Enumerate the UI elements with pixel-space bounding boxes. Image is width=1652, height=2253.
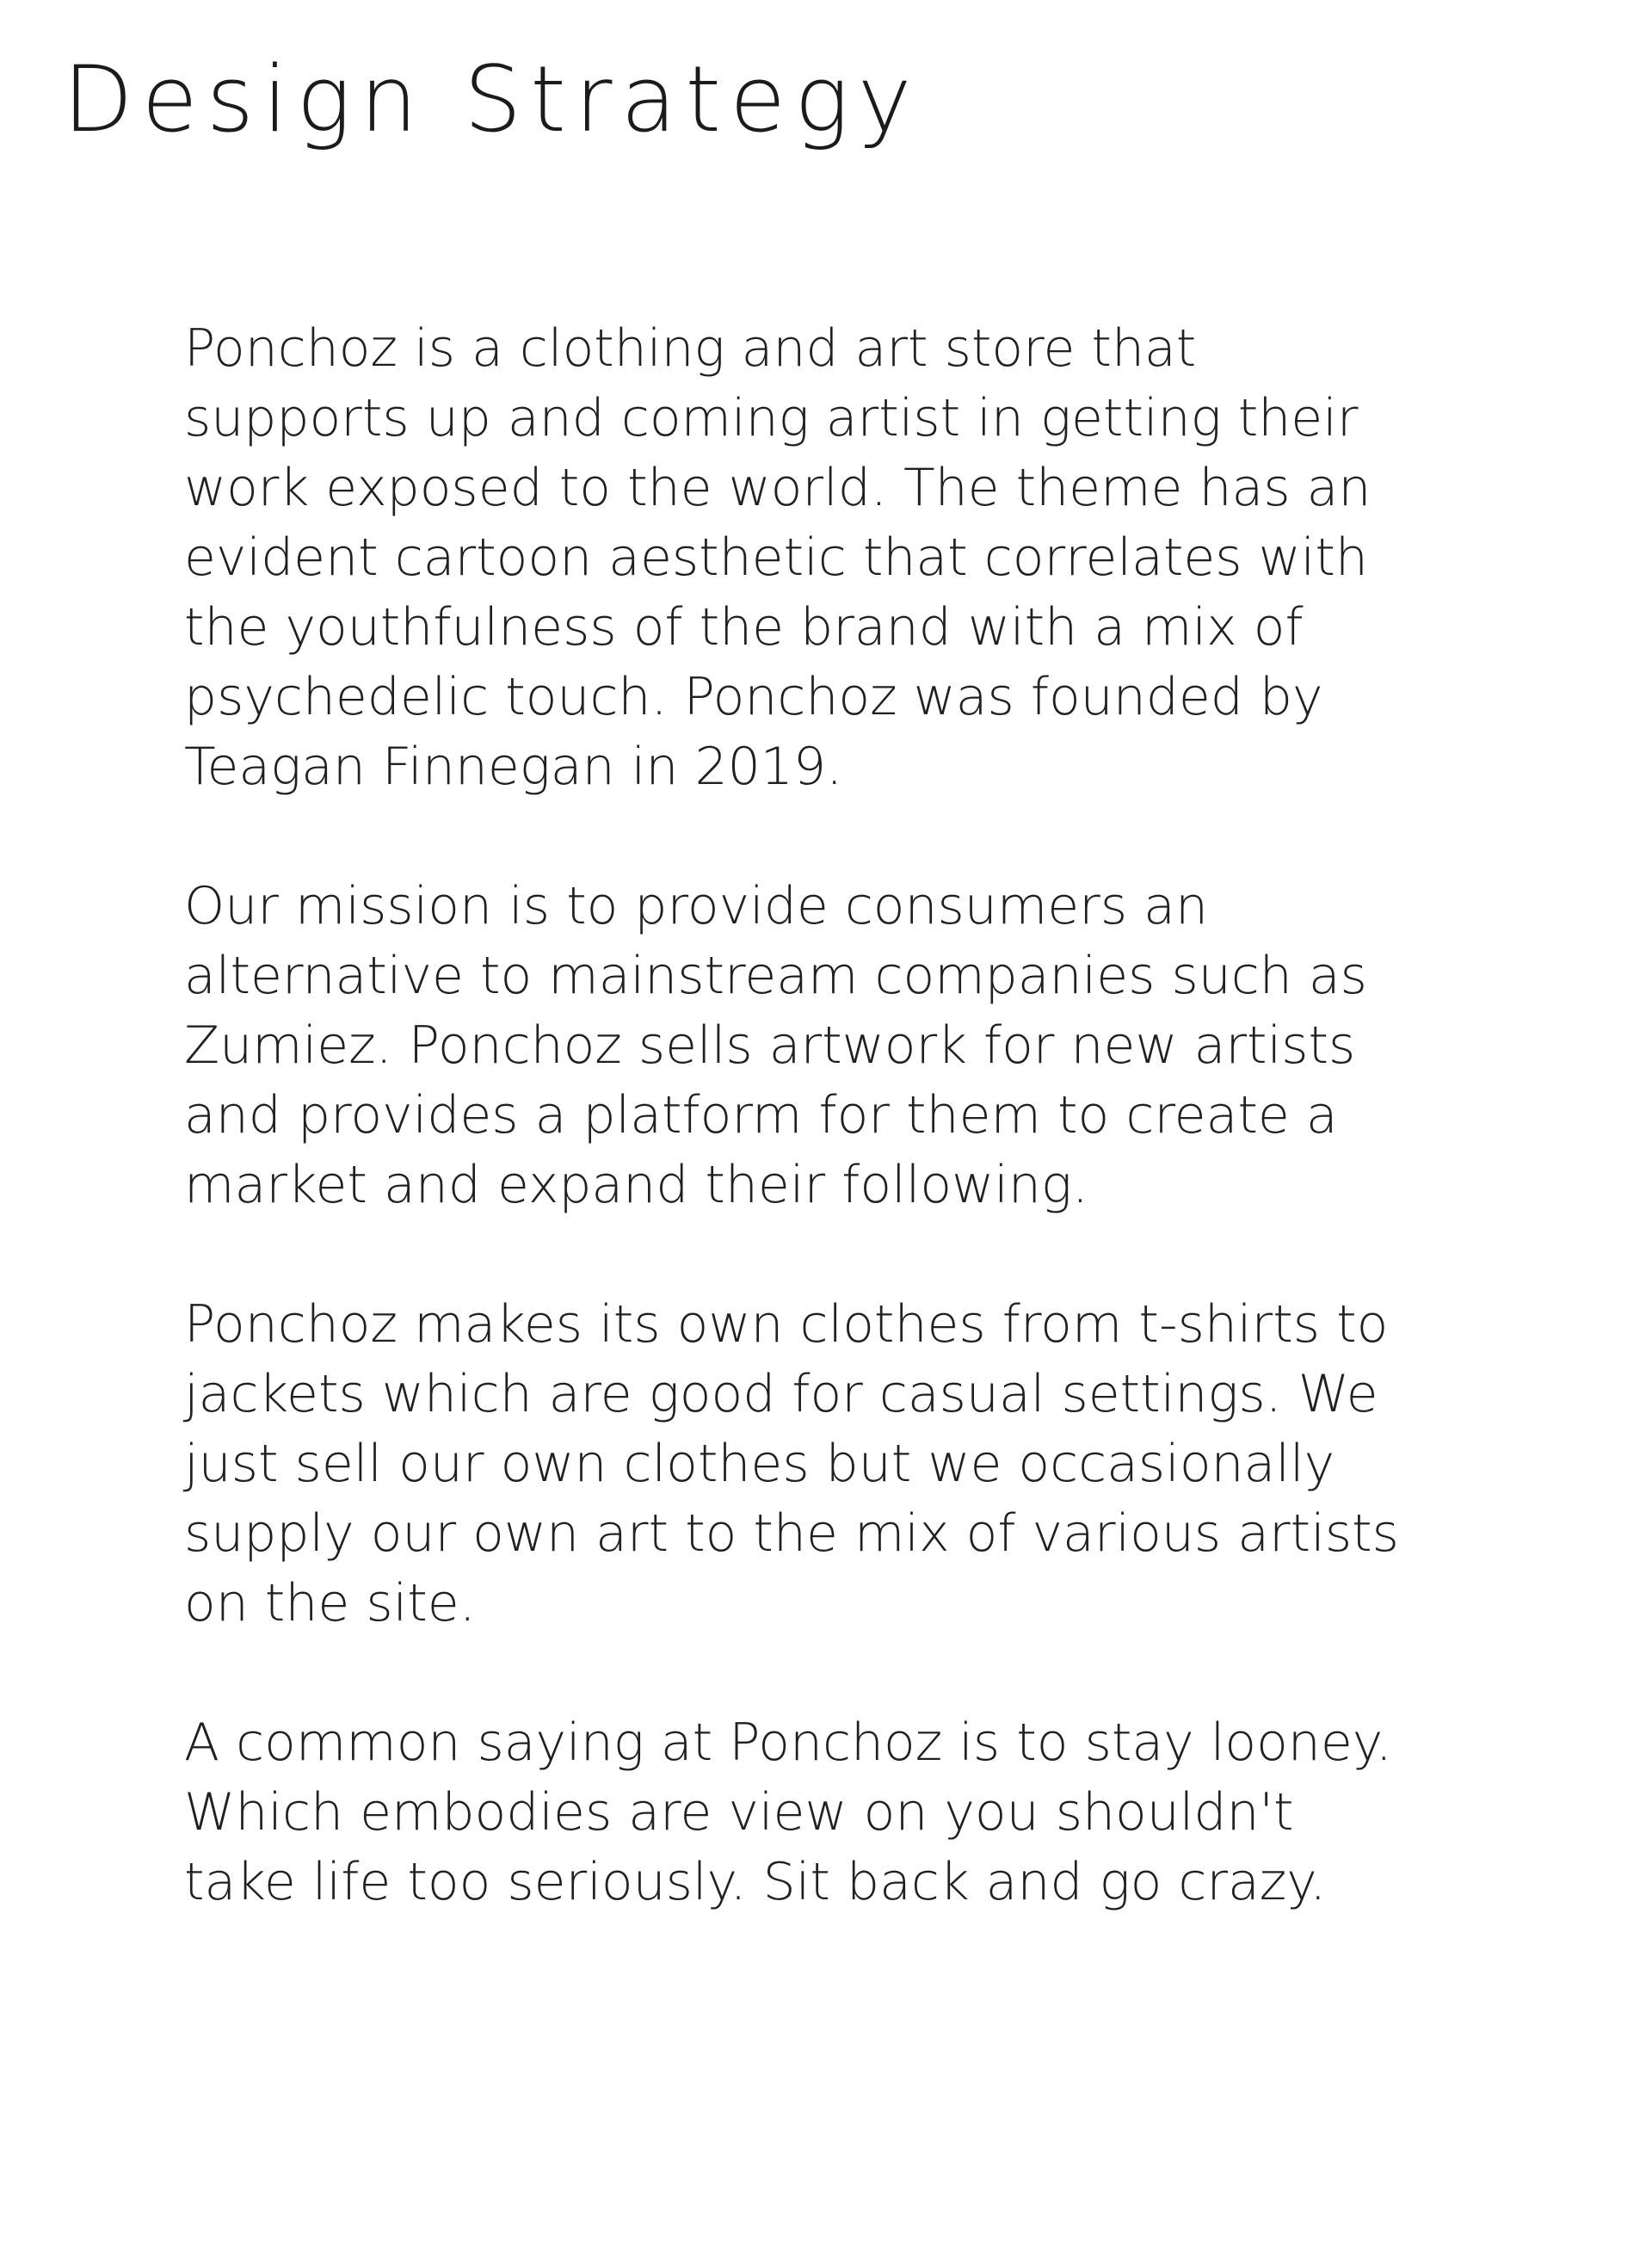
paragraph-line: alternative to mainstream companies such as <box>184 946 1367 1006</box>
paragraph-line: on the site. <box>184 1573 476 1633</box>
paragraph-line: Ponchoz makes its own clothes from t-shirts to <box>184 1294 1389 1355</box>
paragraph-clothing <box>184 1290 1526 1639</box>
paragraph-line: just sell our own clothes but we occasionally <box>184 1434 1335 1494</box>
paragraph-line: supply our own art to the mix of various artists <box>184 1503 1399 1564</box>
paragraph-saying <box>184 1708 1526 1917</box>
paragraph-line: the youthfulness of the brand with a mix of <box>184 597 1304 657</box>
paragraph-line: evident cartoon aesthetic that correlates with <box>184 528 1368 588</box>
paragraph-line: supports up and coming artist in getting their <box>184 388 1359 448</box>
paragraph-line: market and expand their following. <box>184 1155 1088 1215</box>
paragraph-line: and provides a platform for them to create a <box>184 1085 1338 1145</box>
paragraph-line: Our mission is to provide consumers an <box>184 876 1208 936</box>
paragraph-line: psychedelic touch. Ponchoz was founded by <box>184 667 1323 727</box>
paragraph-line: work exposed to the world. The theme has an <box>184 458 1372 518</box>
paragraph-line: Ponchoz is a clothing and art store that <box>184 318 1197 379</box>
paragraph-line: jackets which are good for casual settings. We <box>184 1364 1378 1424</box>
paragraph-line: A common saying at Ponchoz is to stay looney. <box>184 1713 1392 1773</box>
design-strategy-body <box>184 314 1526 1987</box>
paragraph-line: Which embodies are view on you shouldn't <box>184 1782 1294 1843</box>
paragraph-about-ponchoz <box>184 314 1526 802</box>
paragraph-line: take life too seriously. Sit back and go crazy. <box>184 1852 1327 1912</box>
paragraph-line: Teagan Finnegan in 2019. <box>184 737 843 797</box>
paragraph-line: Zumiez. Ponchoz sells artwork for new artists <box>184 1015 1356 1076</box>
page-title: Design Strategy <box>63 46 921 152</box>
paragraph-mission <box>184 872 1526 1220</box>
